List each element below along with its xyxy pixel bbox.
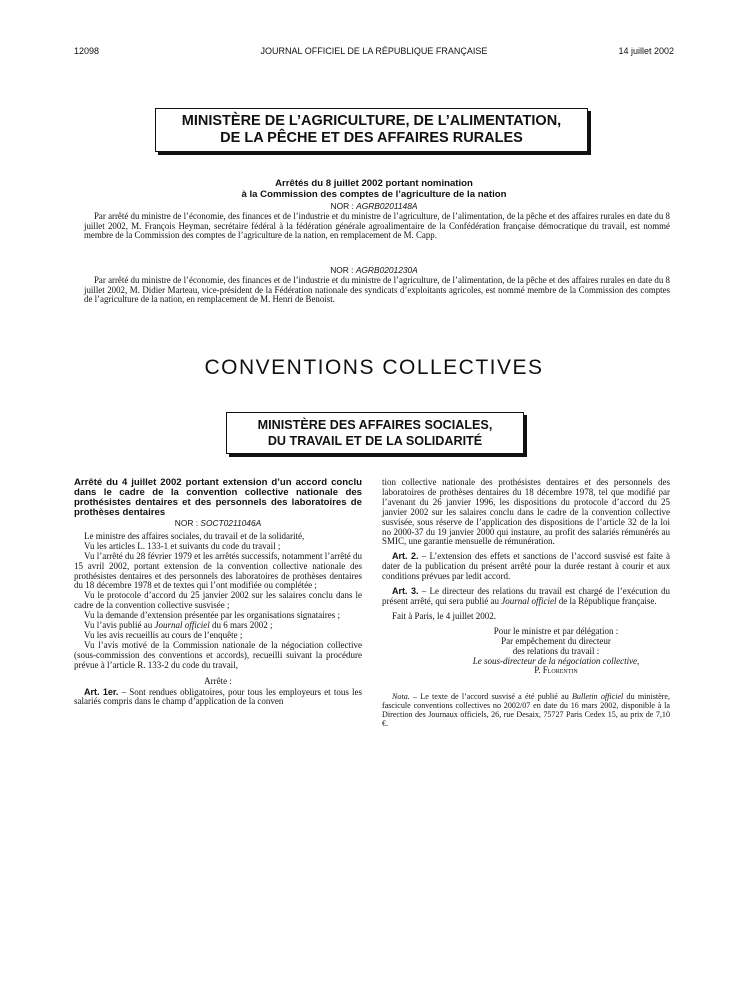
- nor-code: SOCT0211046A: [200, 518, 262, 528]
- article-1-continuation: [382, 478, 670, 728]
- visa-3: Vu le protocole d’accord du 25 janvier 2002 sur les salaires conclu dans le cadre de la convention collective susvisée ;: [74, 590, 362, 611]
- arretes-title-line2: à la Commission des comptes de l’agriculture de la nation: [241, 188, 507, 200]
- nor-label: NOR :: [330, 201, 354, 211]
- nor-reference-3: [74, 519, 362, 529]
- intro-paragraph: Le ministre des affaires sociales, du travail et de la solidarité,: [84, 530, 305, 541]
- article-1-label: Art. 1er.: [84, 686, 119, 697]
- ministry2-title-line1: MINISTÈRE DES AFFAIRES SOCIALES,: [257, 418, 493, 432]
- visa-5-date: du 6 mars 2002 ;: [209, 620, 273, 631]
- nor-reference-2: [74, 265, 674, 275]
- ministry-title-line2: DE LA PÊCHE ET DES AFFAIRES RURALES: [220, 130, 523, 146]
- issue-date: 14 juillet 2002: [618, 46, 674, 56]
- page-number: 12098: [74, 46, 100, 56]
- arrete-text-2: Par arrêté du ministre de l’économie, des finances et de l’industrie et du ministre de l’agriculture, de l’alimentation, de la pêche et des affaires rurales en date du 8 juillet 2002, M. Didier Marteau, vice-président de la Fédération nationale des syndicats d’exploitants agricoles, est nommé membre de la Commission des comptes de l’agriculture de la nation, en remplacement de M. Henri de Benoist.: [84, 275, 670, 305]
- ministry-agriculture-box: [155, 108, 588, 152]
- nota-text-end: du ministère, fascicule conventions collectives no 2002/07 en date du 16 mars 2002, disponible à la Direction des Journaux officiels, 26, rue Desaix, 75727 Paris Cedex 15, au prix de 7,10 €.: [382, 692, 670, 729]
- ministry2-title-line2: DU TRAVAIL ET DE LA SOLIDARITÉ: [267, 434, 483, 448]
- article-3-text-end: de la République française.: [556, 595, 657, 606]
- section-title: CONVENTIONS COLLECTIVES: [204, 356, 544, 379]
- signature-line-2: Par empêchement du directeur: [501, 635, 611, 646]
- nota-text: – Le texte de l’accord susvisé a été publié au: [409, 692, 572, 702]
- visa-6: Vu les avis recueillis au cours de l’enquête ;: [84, 629, 243, 640]
- arrete-title: Arrêté du 4 juillet 2002 portant extension d’un accord conclu dans le cadre de la convention collective nationale des prothésistes dentaires et des personnels des laboratoires de prothèses dentaires: [74, 477, 362, 518]
- ministry-title-line1: MINISTÈRE DE L’AGRICULTURE, DE L’ALIMENTATION,: [181, 113, 562, 129]
- article-3: [382, 587, 670, 607]
- nor-label: NOR :: [174, 518, 199, 528]
- article-3-text: – Le directeur des relations du travail est chargé de l’exécution du présent arrêté, qui sera publié au: [382, 586, 670, 606]
- signature-line-4: Le sous-directeur de la négociation collective,: [472, 655, 640, 666]
- visa-7: Vu l’avis motivé de la Commission nationale de la négociation collective (sous-commission des conventions et accords), recueilli suivant la procédure prévue à l’article R. 133-2 du code du travail,: [74, 639, 362, 670]
- arrete-paragraph-2: [84, 276, 670, 305]
- article-2: [382, 552, 670, 582]
- visa-4: Vu la demande d’extension présentée par les organisations signataires ;: [84, 610, 340, 621]
- article-1: [74, 688, 362, 708]
- arrete-text-1: Par arrêté du ministre de l’économie, des finances et de l’industrie et du ministre de l’agriculture, de l’alimentation, de la pêche et des affaires rurales en date du 8 juillet 2002, M. François Heyman, secrétaire fédéral à la fédération générale agroalimentaire de la Confédération française démocratique du travail, est nommé membre de la Commission des comptes de l’agriculture de la nation, en remplacement de M. Capp.: [84, 211, 670, 241]
- signature-line-3: des relations du travail :: [512, 645, 600, 656]
- arretes-title-line1: Arrêtés du 8 juillet 2002 portant nomination: [275, 178, 473, 189]
- arrete-paragraph-1: [84, 212, 670, 241]
- nor-reference-1: [74, 201, 674, 211]
- article-3-journal: Journal officiel: [501, 595, 557, 606]
- done-at-paris: Fait à Paris, le 4 juillet 2002.: [392, 610, 496, 621]
- visa-5-text: Vu l’avis publié au: [84, 620, 155, 631]
- spacer: [382, 676, 670, 692]
- page-header: [74, 46, 674, 60]
- journal-title: JOURNAL OFFICIEL DE LA RÉPUBLIQUE FRANÇAISE: [260, 46, 488, 56]
- right-column: [382, 478, 670, 728]
- arrete-word: Arrête :: [204, 675, 232, 686]
- ministry-social-affairs-box: [226, 412, 524, 454]
- left-column: [74, 478, 362, 707]
- article-2-text: – L’extension des effets et sanctions de l’accord susvisé est faite à dater de la publication du présent arrêté pour la durée restant à courir et aux conditions prévues par ledit accord.: [382, 551, 670, 582]
- visa-1: Vu les articles L. 133-1 et suivants du code du travail ;: [84, 540, 281, 551]
- nor-code: AGRB0201230A: [355, 265, 418, 275]
- article-3-label: Art. 3.: [392, 586, 419, 597]
- article-1-continued-text: tion collective nationale des prothésistes dentaires et des personnels des laboratoires de prothèses dentaires du 18 décembre 1978, tel que modifié par l’avenant du 26 janvier 1996, les dispositions du protocole d’accord du 25 janvier 2002 sur les salaires conclu dans le cadre de la convention collective susvisée, sous réserve de l’application des dispositions de l’article 32 de la loi no 2000-37 du 19 janvier 2000 qui instaure, au profit des salariés rémunérés au SMIC, une garantie mensuelle de rémunération.: [382, 477, 670, 547]
- signature-line-1: Pour le ministre et par délégation :: [493, 625, 619, 636]
- article-2-label: Art. 2.: [392, 551, 419, 562]
- article-1-text: – Sont rendues obligatoires, pour tous les employeurs et tous les salariés compris dans le champ d’application de la conven: [74, 686, 362, 707]
- nota-note: [382, 692, 670, 728]
- visa-5-journal: Journal officiel: [154, 620, 210, 631]
- nor-label: NOR :: [330, 265, 354, 275]
- nota-bulletin: Bulletin officiel: [571, 692, 624, 702]
- nota-label: Nota.: [392, 692, 410, 702]
- signatory-name: P. Florentin: [534, 665, 578, 676]
- arretes-title: [74, 179, 674, 200]
- visa-2: Vu l’arrêté du 28 février 1979 et les arrêtés successifs, notamment l’arrêté du 15 avril 2002, portant extension de la convention collective nationale des prothésistes dentaires et des personnels des laboratoires de prothèses dentaires du 18 décembre 1978 et de textes qui l’ont modifiée ou complétée ;: [74, 550, 362, 591]
- nor-code: AGRB0201148A: [356, 201, 418, 211]
